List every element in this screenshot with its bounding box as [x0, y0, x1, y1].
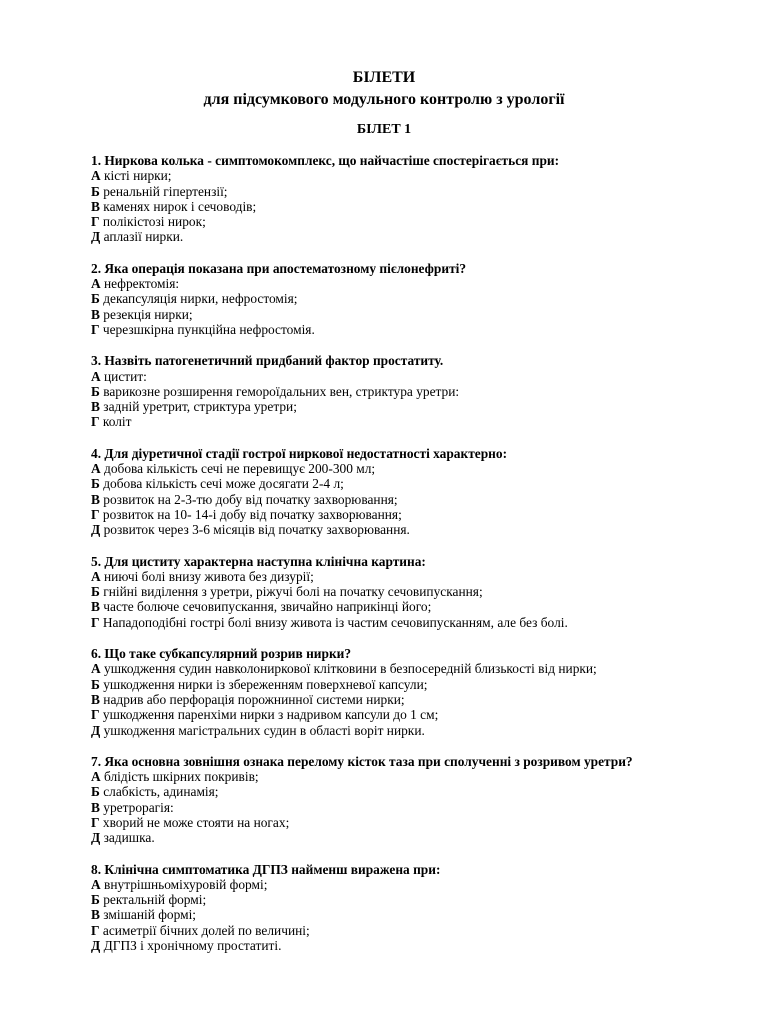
- option-text: змішаній формі;: [99, 907, 197, 923]
- option-text: розвиток на 10- 14-і добу від початку захворювання;: [99, 506, 402, 522]
- option-text: задній уретрит, стриктура уретри;: [99, 399, 297, 415]
- answer-option: [91, 723, 751, 738]
- question-text: 1. Ниркова колька - симптомокомплекс, що найчастіше спостерігається при:: [91, 153, 560, 168]
- option-letter: А: [91, 368, 101, 384]
- option-letter: Б: [91, 183, 100, 199]
- answer-option: [91, 800, 751, 815]
- option-text: полікістозі нирок;: [99, 214, 206, 230]
- answer-option: [91, 307, 751, 322]
- option-letter: Б: [91, 892, 100, 908]
- option-text: коліт: [99, 414, 132, 430]
- option-text: варикозне розширення гемороїдальних вен, стриктура уретри:: [99, 383, 460, 399]
- option-text: часте болюче сечовипускання, звичайно наприкінці його;: [99, 599, 432, 615]
- option-text: гнійні виділення з уретри, ріжучі болі на початку сечовипускання;: [99, 584, 483, 600]
- option-letter: В: [91, 399, 100, 415]
- option-letter: Д: [91, 722, 101, 738]
- answer-option: [91, 322, 751, 337]
- question-4: [91, 446, 751, 538]
- option-letter: Г: [91, 414, 100, 430]
- option-letter: А: [91, 276, 101, 292]
- answer-option: [91, 769, 751, 784]
- question-7: [91, 754, 751, 846]
- option-text: розвиток через 3-6 місяців від початку захворювання.: [100, 522, 410, 538]
- option-text: надрив або перфорація порожнинної системи нирки;: [99, 691, 405, 707]
- question-text: 2. Яка операція показана при апостематозному пієлонефриті?: [91, 260, 467, 276]
- option-letter: А: [91, 661, 101, 677]
- answer-option: [91, 677, 751, 692]
- answer-option: [91, 707, 751, 722]
- question-text: 4. Для діуретичної стадії гострої ниркової недостатності характерно:: [91, 445, 508, 461]
- option-text: задишка.: [100, 830, 155, 846]
- option-text: каменях нирок і сечоводів;: [99, 198, 257, 214]
- option-letter: В: [91, 799, 100, 815]
- answer-option: [91, 907, 751, 922]
- answer-option: [91, 599, 751, 614]
- question-text: 6. Що таке субкапсулярний розрив нирки?: [91, 646, 352, 662]
- question-text: 5. Для циститу характерна наступна клінічна картина:: [91, 553, 426, 569]
- option-text: хворий не може стояти на ногах;: [99, 814, 290, 830]
- option-text: ниючі болі внизу живота без дизурії;: [100, 568, 314, 584]
- answer-option: [91, 923, 751, 938]
- option-letter: Д: [91, 938, 101, 954]
- option-letter: Г: [91, 321, 100, 337]
- answer-option: [91, 276, 751, 291]
- option-text: розвиток на 2-3-тю добу від початку захворювання;: [99, 491, 398, 507]
- option-text: ректальній формі;: [99, 892, 207, 908]
- option-letter: Г: [91, 814, 100, 830]
- option-text: добова кількість сечі може досягати 2-4 л;: [99, 476, 344, 492]
- answer-option: [91, 369, 751, 384]
- option-letter: В: [91, 491, 100, 507]
- option-letter: А: [91, 876, 101, 892]
- question-2: [91, 261, 751, 337]
- option-letter: В: [91, 599, 100, 615]
- option-text: внутрішньоміхуровій формі;: [100, 876, 268, 892]
- answer-option: [91, 815, 751, 830]
- answer-option: [91, 877, 751, 892]
- option-letter: А: [91, 769, 101, 785]
- question-5: [91, 554, 751, 630]
- option-text: цистит:: [100, 368, 147, 384]
- option-text: уретрорагія:: [99, 799, 174, 815]
- option-letter: А: [91, 568, 101, 584]
- question-1: [91, 153, 751, 245]
- option-letter: А: [91, 461, 101, 477]
- answer-option: [91, 229, 751, 244]
- answer-option: [91, 199, 751, 214]
- option-letter: А: [91, 168, 101, 184]
- option-letter: Д: [91, 522, 101, 538]
- question-8: [91, 862, 751, 954]
- option-text: ушкодження судин навколониркової клітковини в безпосередній близькості від нирки;: [100, 661, 597, 677]
- document-title: БІЛЕТИ: [352, 69, 416, 86]
- option-letter: В: [91, 907, 100, 923]
- option-text: ренальній гіпертензії;: [99, 183, 228, 199]
- question-text: 8. Клінічна симптоматика ДГПЗ найменш виражена при:: [91, 861, 441, 877]
- answer-option: [91, 168, 751, 183]
- question-3: [91, 353, 751, 429]
- answer-option: [91, 507, 751, 522]
- question-list: [91, 153, 751, 969]
- option-letter: В: [91, 691, 100, 707]
- answer-option: [91, 569, 751, 584]
- question-text: 7. Яка основна зовнішня ознака перелому кісток таза при сполученні з розривом уретри?: [91, 753, 633, 769]
- option-letter: Г: [91, 214, 100, 230]
- option-text: кісті нирки;: [100, 168, 172, 184]
- option-text: ДГПЗ і хронічному простатиті.: [100, 938, 282, 954]
- option-text: декапсуляція нирки, нефростомія;: [99, 291, 298, 307]
- answer-option: [91, 214, 751, 229]
- option-letter: Б: [91, 476, 100, 492]
- option-letter: Г: [91, 922, 100, 938]
- option-text: слабкість, адинамія;: [99, 784, 219, 800]
- answer-option: [91, 476, 751, 491]
- answer-option: [91, 584, 751, 599]
- option-text: асиметрії бічних долей по величині;: [99, 922, 310, 938]
- option-text: резекція нирки;: [99, 306, 193, 322]
- option-letter: В: [91, 306, 100, 322]
- question-6: [91, 646, 751, 738]
- option-text: аплазії нирки.: [100, 229, 184, 245]
- answer-option: [91, 522, 751, 537]
- answer-option: [91, 384, 751, 399]
- option-letter: Д: [91, 830, 101, 846]
- option-letter: Б: [91, 784, 100, 800]
- option-text: ушкодження нирки із збереженням поверхневої капсули;: [99, 676, 428, 692]
- answer-option: [91, 830, 751, 845]
- option-text: добова кількість сечі не перевищує 200-300 мл;: [100, 461, 376, 477]
- option-letter: Г: [91, 707, 100, 723]
- option-text: блідість шкірних покривів;: [100, 769, 259, 785]
- answer-option: [91, 784, 751, 799]
- option-text: ушкодження паренхіми нирки з надривом капсули до 1 см;: [99, 707, 439, 723]
- option-letter: В: [91, 198, 100, 214]
- answer-option: [91, 184, 751, 199]
- answer-option: [91, 399, 751, 414]
- answer-option: [91, 892, 751, 907]
- option-letter: Г: [91, 506, 100, 522]
- answer-option: [91, 291, 751, 306]
- option-letter: Б: [91, 584, 100, 600]
- option-letter: Г: [91, 614, 100, 630]
- ticket-heading: БІЛЕТ 1: [356, 122, 412, 137]
- question-text: 3. Назвіть патогенетичний придбаний фактор простатиту.: [91, 353, 444, 369]
- answer-option: [91, 414, 751, 429]
- answer-option: [91, 661, 751, 676]
- option-letter: Д: [91, 229, 101, 245]
- option-text: нефректомія:: [100, 276, 180, 292]
- answer-option: [91, 615, 751, 630]
- option-text: Нападоподібні гострі болі внизу живота із частим сечовипусканням, але без болі.: [99, 614, 568, 630]
- answer-option: [91, 492, 751, 507]
- answer-option: [91, 692, 751, 707]
- answer-option: [91, 461, 751, 476]
- answer-option: [91, 938, 751, 953]
- option-letter: Б: [91, 291, 100, 307]
- option-letter: Б: [91, 383, 100, 399]
- option-text: черезшкірна пункційна нефростомія.: [99, 321, 315, 337]
- option-text: ушкодження магістральних судин в області воріт нирки.: [100, 722, 425, 738]
- option-letter: Б: [91, 676, 100, 692]
- document-subtitle: для підсумкового модульного контролю з урології: [203, 91, 565, 108]
